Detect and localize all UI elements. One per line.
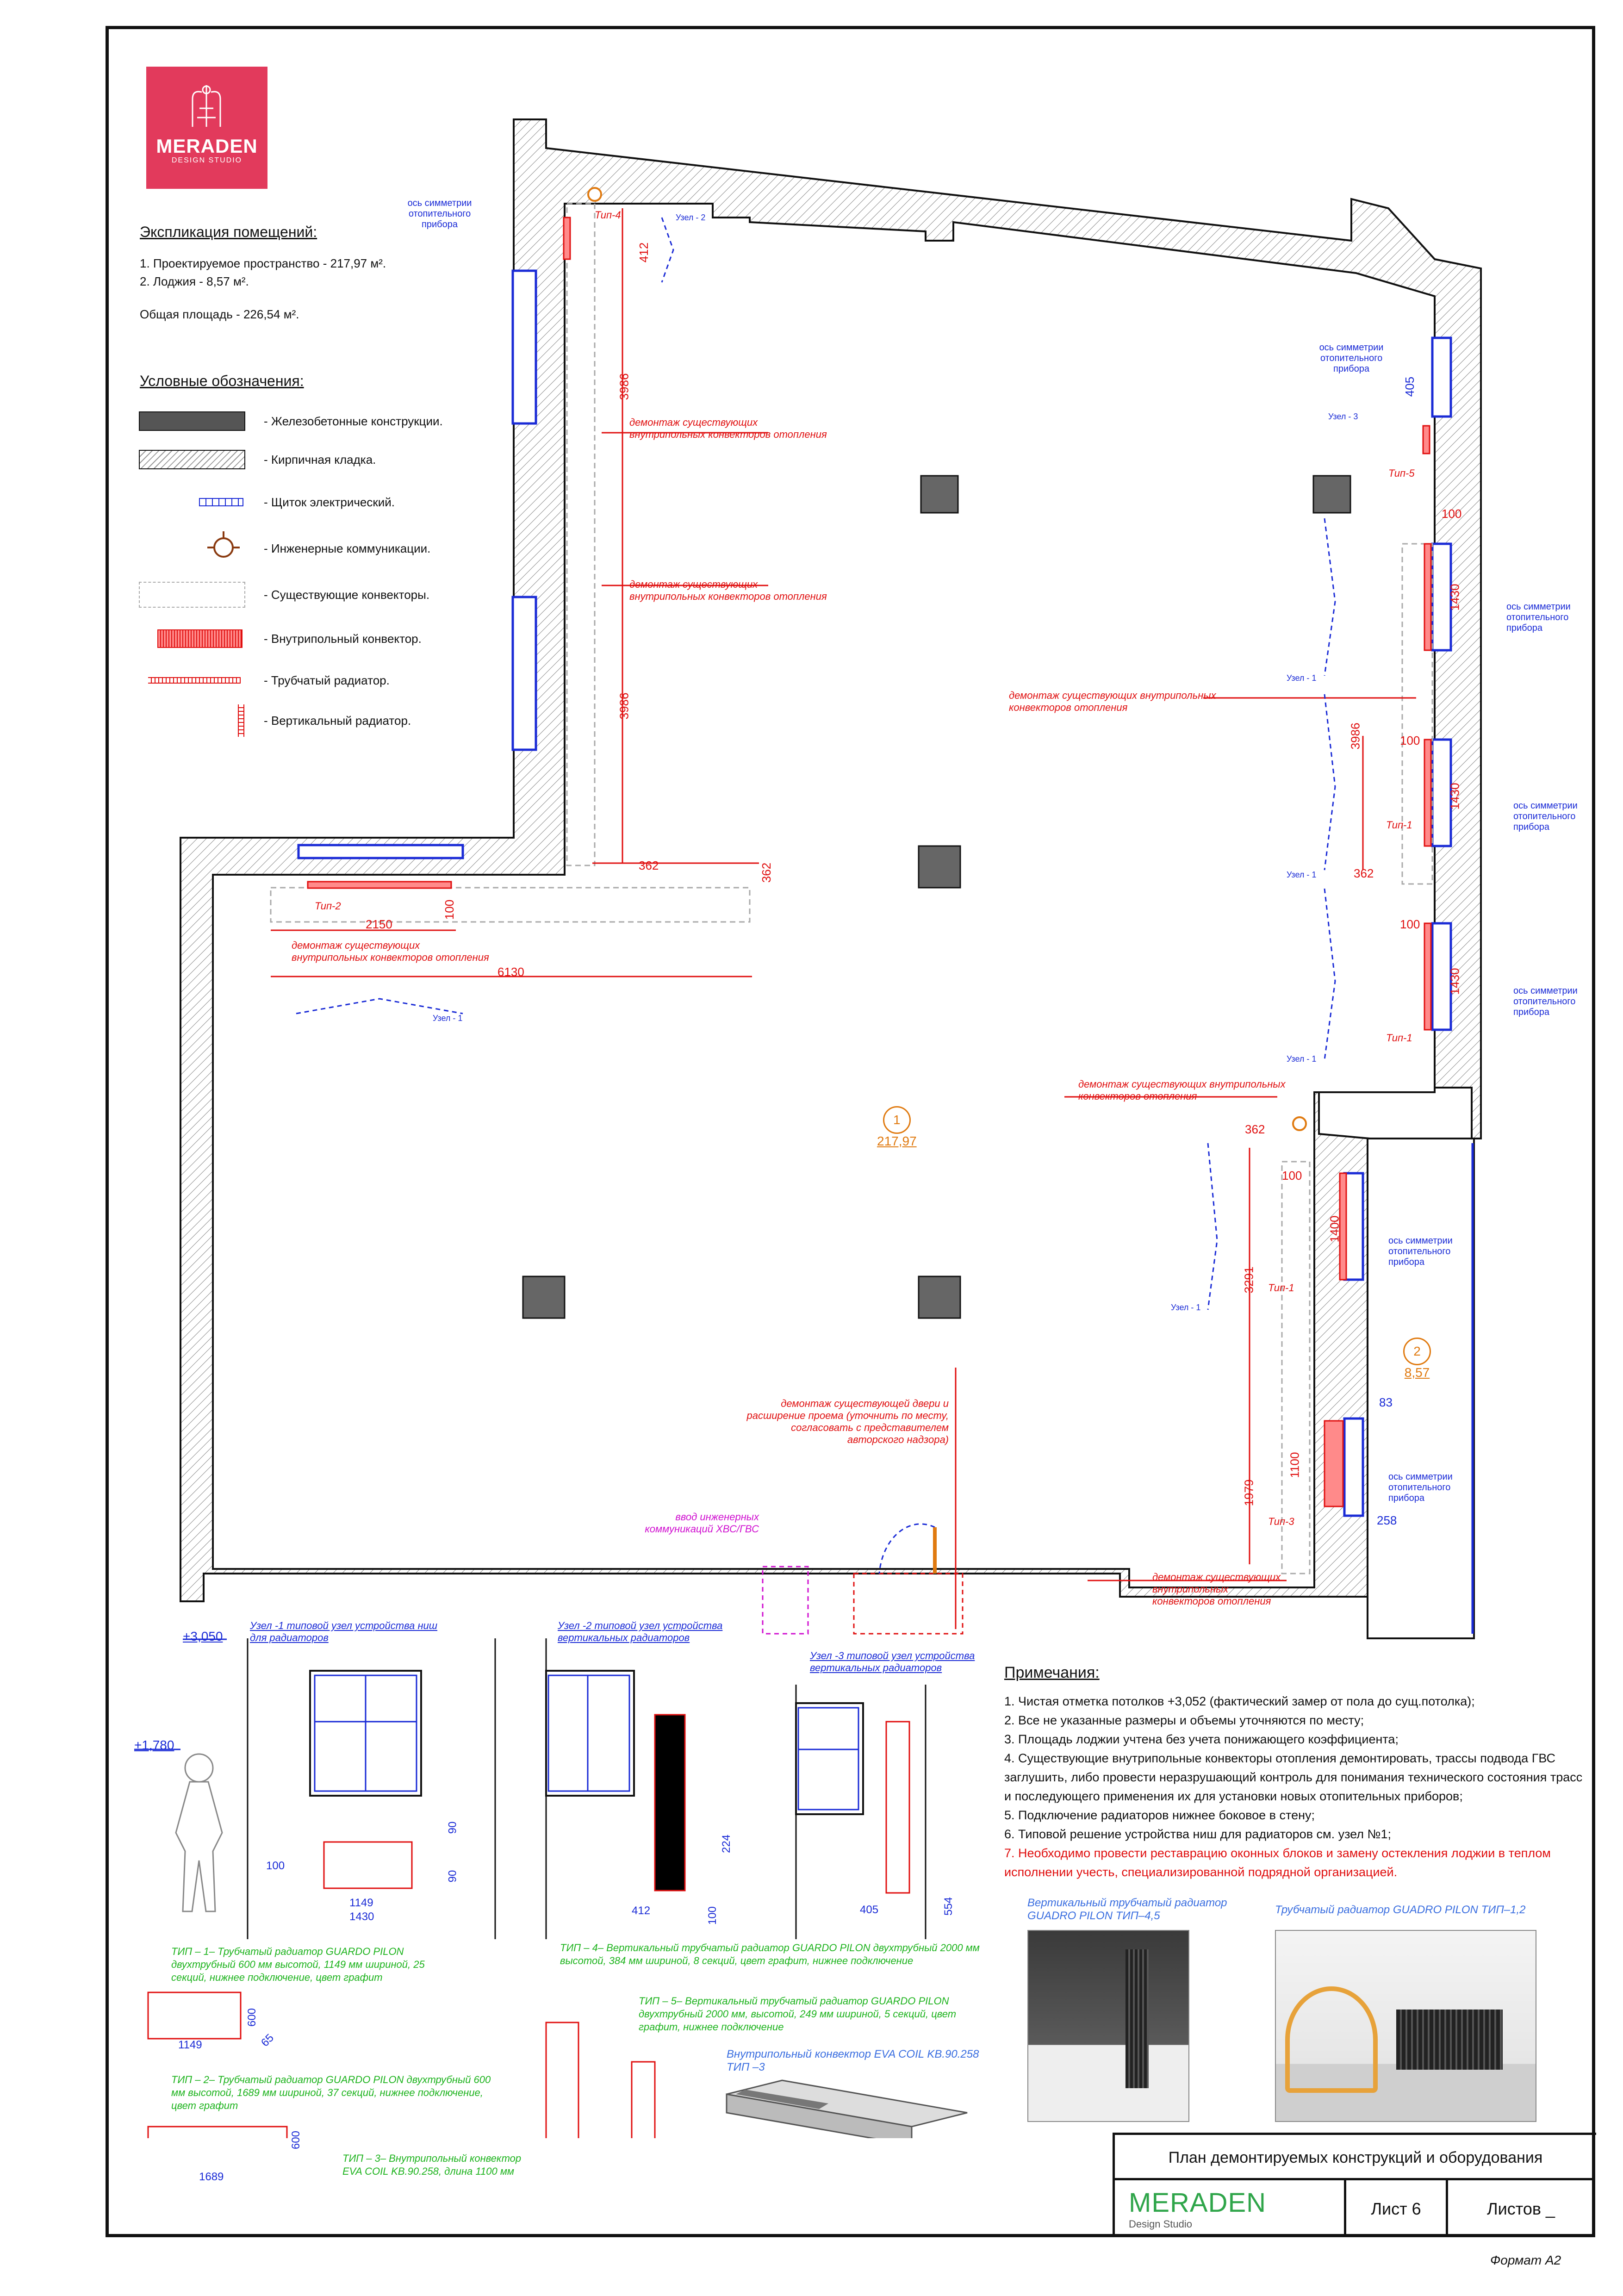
legend-label: - Трубчатый радиатор.: [264, 673, 390, 687]
dimension: 83: [1379, 1395, 1393, 1409]
dimension: 100: [706, 1906, 719, 1925]
demolish-label: демонтаж существующих внутрипольных конвекторов отопления: [1152, 1571, 1281, 1607]
note-item: 2. Все не указанные размеры и объемы уточняются по месту;: [1004, 1713, 1364, 1727]
dimension: 362: [639, 859, 659, 872]
type-label: Тип-1: [1386, 1032, 1412, 1044]
legend-label: - Инженерные коммуникации.: [264, 541, 431, 555]
dimension: 1100: [1287, 1452, 1302, 1478]
node-3-title: Узел -3 типовой узел устройства вертикальных радиаторов: [810, 1650, 975, 1674]
legend-title: Условные обозначения:: [140, 373, 304, 389]
node-2-title: Узел -2 типовой узел устройства вертикальных радиаторов: [558, 1620, 723, 1643]
dimension: 100: [442, 899, 457, 920]
logo-sub: DESIGN STUDIO: [171, 156, 243, 164]
dimension: 1430: [1448, 968, 1462, 995]
floor-area: [213, 204, 1435, 1587]
explication-total: Общая площадь - 226,54 м².: [140, 307, 299, 321]
logo-brand: MERADEN: [156, 135, 258, 157]
dimension: 3986: [1348, 722, 1362, 750]
axis-label: ось симметрии отопительного прибора: [407, 198, 472, 230]
node-label: Узел - 1: [433, 1014, 463, 1023]
node-1-title: Узел -1 типовой узел устройства ниш для радиаторов: [250, 1620, 438, 1643]
loggia: [1368, 1139, 1474, 1638]
legend-label: - Вертикальный радиатор.: [264, 713, 411, 728]
tube-radiator-photo: [1275, 1930, 1536, 2122]
demolish-label: демонтаж существующих внутрипольных конвекторов отопления: [1078, 1078, 1286, 1102]
notes-title: Примечания:: [1004, 1664, 1100, 1681]
dimension: 1430: [1448, 584, 1462, 611]
dimension: 3986: [617, 692, 631, 720]
legend-label: - Внутрипольный конвектор.: [264, 631, 422, 646]
room-number: 2: [1403, 1338, 1431, 1365]
legend-label: - Кирпичная кладка.: [264, 452, 376, 467]
explication-title: Экспликация помещений:: [140, 224, 317, 240]
elevation-mark: +1,780: [134, 1738, 174, 1752]
company-cell: [1113, 2178, 1344, 2237]
convector-illustration: [727, 2080, 967, 2138]
utility-input-label: ввод инженерных коммуникаций ХВС/ГВС: [645, 1511, 759, 1535]
drawing-title: План демонтируемых конструкций и оборудования: [1113, 2133, 1596, 2180]
dimension: 100: [1400, 917, 1420, 931]
axis-label: ось симметрии отопительного прибора: [1319, 342, 1384, 374]
notes: [1004, 1664, 1583, 1882]
type-label: Тип-5: [1388, 467, 1415, 479]
dimension: 2150: [366, 917, 392, 931]
node-label: Узел - 1: [1287, 1054, 1317, 1064]
dimension: 258: [1377, 1513, 1397, 1527]
dimension: 362: [1354, 866, 1374, 880]
photo-caption: Трубчатый радиатор GUADRO PILON ТИП–1,2: [1275, 1904, 1526, 1916]
elevation-mark: +3,050: [183, 1629, 223, 1643]
axis-label: ось симметрии отопительного прибора: [1513, 986, 1578, 1017]
type-5-radiator-elevation: [886, 1722, 909, 1893]
dimension: 1400: [1327, 1215, 1342, 1243]
convector-caption: Внутрипольный конвектор EVA COIL KB.90.258 ТИП –3: [727, 2048, 979, 2073]
photo-caption: Вертикальный трубчатый радиатор GUADRO PILON ТИП–4,5: [1027, 1897, 1227, 1922]
chair-image: [1285, 1986, 1378, 2093]
demolish-label: демонтаж существующих внутрипольных конвекторов отопления: [629, 579, 827, 602]
axis-label: ось симметрии отопительного прибора: [1513, 801, 1578, 832]
dimension: 3986: [617, 373, 631, 400]
note-item: 6. Типовой решение устройства ниш для радиаторов см. узел №1;: [1004, 1827, 1392, 1841]
dimension: 100: [266, 1860, 285, 1872]
type-label: Тип-2: [315, 900, 341, 912]
note-item: 4. Существующие внутрипольные конвекторы отопления демонтировать, трассы подвода ГВС заглушить, либо провести неразрушающий контроль для понимания технического состояния трасс и последующего применения их для установки новых отопительных приборов;: [1004, 1751, 1583, 1803]
dimension: 1689: [199, 2171, 224, 2183]
legend-label: - Щиток электрический.: [264, 495, 395, 509]
type-4-description: ТИП – 4– Вертикальный трубчатый радиатор GUARDO PILON двухтрубный 2000 мм высотой, 384 мм шириной, 8 секций, цвет графит, нижнее подключение: [560, 1942, 980, 1966]
format-label: Формат А2: [1490, 2253, 1561, 2267]
radiator-image: [1126, 1949, 1149, 2088]
type-3-description: ТИП – 3– Внутрипольный конвектор EVA COIL KB.90.258, длина 1100 мм: [342, 2153, 522, 2177]
dimension: 600: [246, 2008, 259, 2027]
node-label: Узел - 2: [676, 213, 706, 222]
type-4-radiator-elevation: [655, 1715, 685, 1891]
dimension: 412: [632, 1904, 651, 1917]
dimension: 362: [759, 862, 774, 883]
legend-label: - Существующие конвекторы.: [264, 587, 430, 602]
type-1-plan-icon: [148, 1992, 655, 2138]
type-label: Тип-3: [1268, 1516, 1294, 1527]
axis-label: ось симметрии отопительного прибора: [1388, 1472, 1453, 1503]
dimension: 90: [446, 1821, 459, 1834]
dimension: 412: [637, 242, 651, 263]
node-label: Узел - 1: [1287, 870, 1317, 879]
dimension: 65: [259, 2031, 276, 2049]
dimension: 1430: [349, 1910, 374, 1923]
dimension: 1430: [1448, 783, 1462, 810]
node-label: Узел - 1: [1287, 673, 1317, 683]
radiator-image: [1396, 2010, 1503, 2070]
dimension: 100: [1442, 507, 1462, 521]
dimension: 600: [290, 2130, 303, 2150]
axis-label: ось симметрии отопительного прибора: [1506, 602, 1571, 633]
room-2-label: [1403, 1338, 1431, 1380]
type-label: Тип-4: [595, 209, 621, 221]
note-item: 1. Чистая отметка потолков +3,052 (фактический замер от пола до сущ.потолка);: [1004, 1694, 1475, 1708]
demolish-label: демонтаж существующих внутрипольных конвекторов отопления: [629, 417, 827, 440]
dimension: 3291: [1242, 1266, 1256, 1294]
explication-item: 1. Проектируемое пространство - 217,97 м².: [140, 256, 386, 270]
dimension: 100: [1282, 1169, 1302, 1182]
person-silhouette: [176, 1754, 222, 1911]
dimension: 1149: [178, 2039, 202, 2051]
type-2-description: ТИП – 2– Трубчатый радиатор GUARDO PILON двухтрубный 600 мм высотой, 1689 мм шириной, 37 секций, нижнее подключение, цвет графит: [171, 2074, 491, 2111]
company-name: MERADEN: [1129, 2188, 1267, 2218]
vertical-radiator-photo: [1027, 1930, 1189, 2122]
room-number: 1: [883, 1106, 911, 1134]
dimension: 6130: [497, 965, 524, 979]
room-area: 8,57: [1404, 1365, 1430, 1380]
demolish-label: демонтаж существующих внутрипольных конвекторов отопления: [292, 940, 489, 963]
note-item: 5. Подключение радиаторов нижнее боковое в стену;: [1004, 1808, 1315, 1822]
company-sub: Design Studio: [1129, 2218, 1192, 2230]
note-item: 3. Площадь лоджии учтена без учета понижающего коэффициента;: [1004, 1732, 1399, 1746]
legend-label: - Железобетонные конструкции.: [264, 414, 443, 428]
type-5-description: ТИП – 5– Вертикальный трубчатый радиатор GUARDO PILON двухтрубный 2000 мм, высотой, 249 мм шириной, 5 секций, цвет графит, нижнее подключение: [639, 1995, 957, 2033]
dimension: 1979: [1242, 1479, 1256, 1506]
node-label: Узел - 1: [1171, 1303, 1201, 1312]
room-area: 217,97: [877, 1134, 917, 1148]
window-elevations: [310, 1671, 863, 1814]
demolish-label: демонтаж существующих внутрипольных конвекторов отопления: [1009, 690, 1216, 713]
dimension: 405: [1403, 376, 1417, 397]
type-1-radiator-elevation: [324, 1842, 412, 1888]
room-1-label: [877, 1106, 917, 1149]
explication-item: 2. Лоджия - 8,57 м².: [140, 274, 249, 288]
dimension: 224: [720, 1834, 733, 1854]
dimension: 1149: [349, 1897, 373, 1909]
dimension: 405: [860, 1904, 879, 1916]
dimension: 554: [942, 1897, 955, 1916]
node-label: Узел - 3: [1328, 412, 1358, 421]
type-label: Тип-1: [1386, 819, 1412, 831]
note-item-warning: 7. Необходимо провести реставрацию оконных блоков и замену остекления лоджии в теплом исполнении учесть, специализированной подрядной организацией.: [1004, 1846, 1551, 1879]
type-1-description: ТИП – 1– Трубчатый радиатор GUARDO PILON двухтрубный 600 мм высотой, 1149 мм шириной, 25 секций, нижнее подключение, цвет графит: [171, 1946, 425, 1983]
sheet-number: Лист 6: [1344, 2178, 1446, 2237]
dimension: 100: [1400, 734, 1420, 747]
type-label: Тип-1: [1268, 1282, 1294, 1294]
axis-label: ось симметрии отопительного прибора: [1388, 1236, 1453, 1267]
dimension: 362: [1245, 1122, 1265, 1136]
demolish-door-label: демонтаж существующей двери и расширение проема (уточнить по месту, согласовать с представителем авторского надзора): [746, 1398, 949, 1445]
sheet-count: Листов _: [1446, 2178, 1594, 2237]
dimension: 90: [446, 1870, 459, 1883]
